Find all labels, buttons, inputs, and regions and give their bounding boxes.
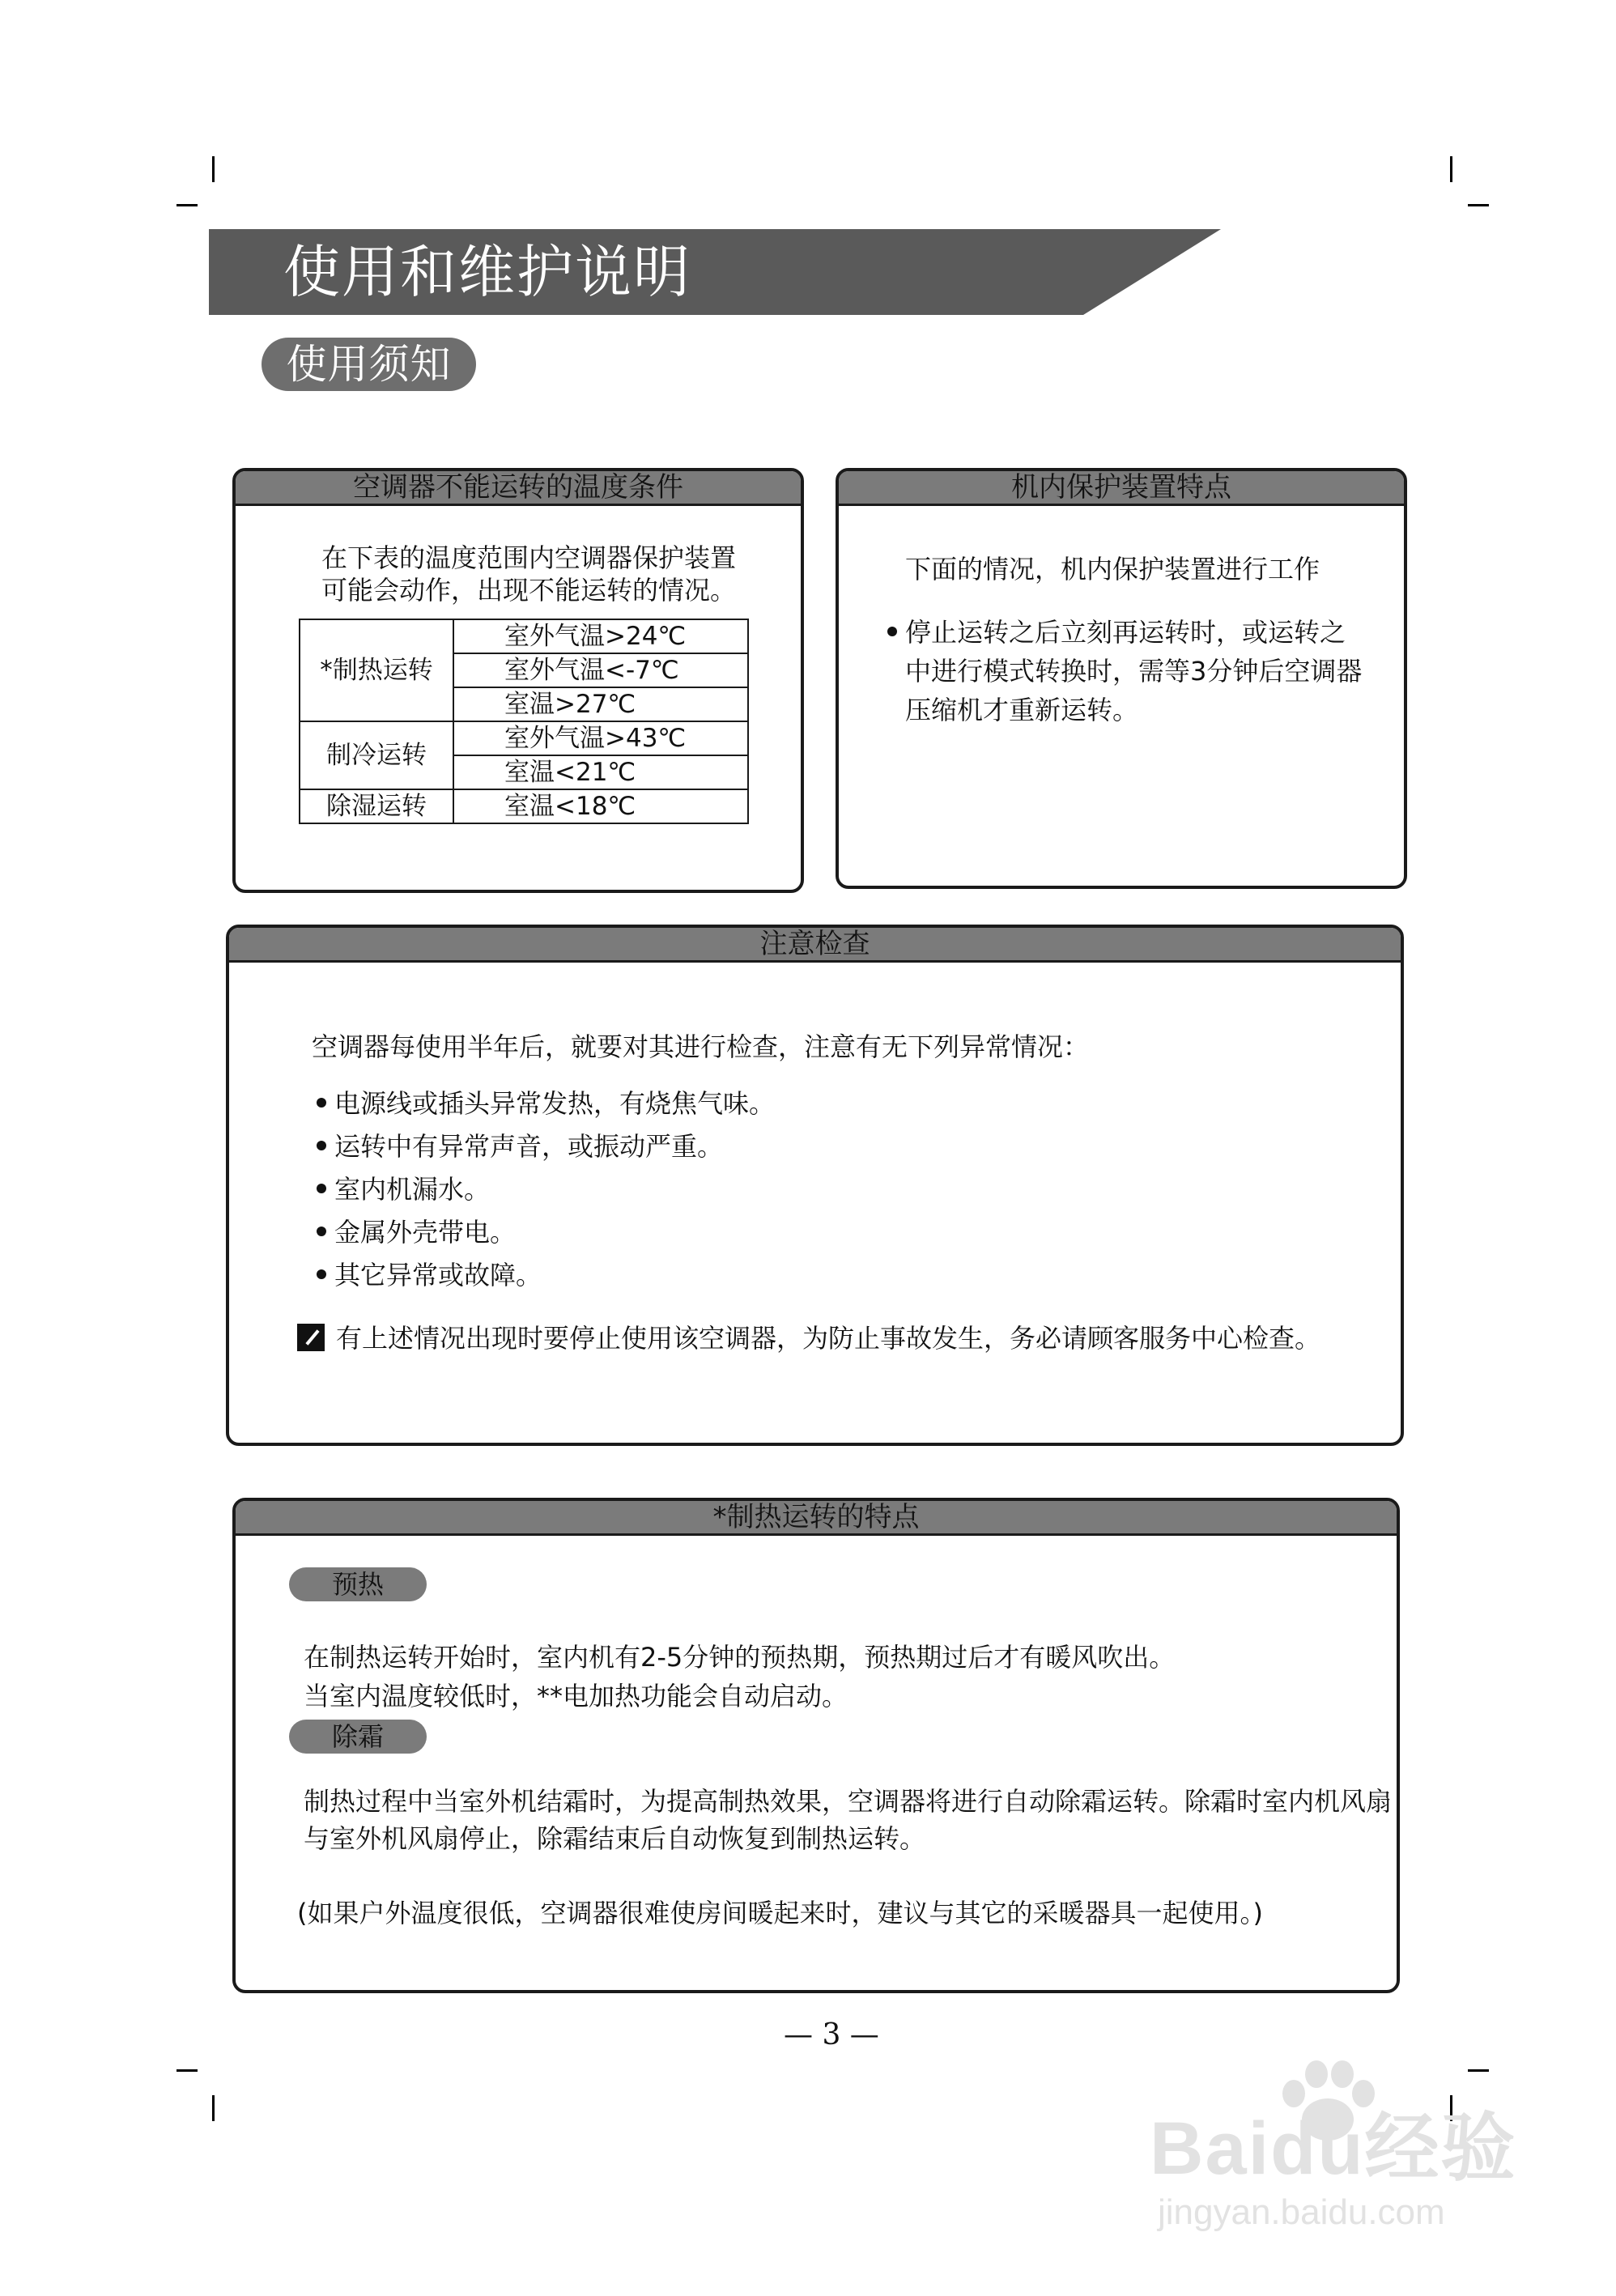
bullet-icon [887, 627, 897, 636]
crop-mark [176, 204, 198, 206]
condition-cell: 室外气温>43℃ [453, 721, 748, 755]
list-item: 金属外壳带电。 [317, 1214, 516, 1251]
mode-cell: 制冷运转 [300, 721, 453, 789]
temperature-conditions-box [232, 468, 804, 893]
defrost-text: 与室外机风扇停止，除霜结束后自动恢复到制热运转。 [304, 1823, 926, 1854]
mode-cell: 除湿运转 [300, 789, 453, 823]
list-item: 停止运转之后立刻再运转时，或运转之 [887, 614, 1346, 651]
watermark-brand: Baidu经验 [1150, 2107, 1517, 2190]
footnote-text: (如果户外温度很低，空调器很难使房间暖起来时，建议与其它的采暖器具一起使用。) [297, 1898, 1263, 1928]
intro-text: 下面的情况，机内保护装置进行工作 [905, 554, 1320, 585]
crop-mark [176, 2069, 198, 2072]
table-row [300, 721, 748, 755]
protection-device-box [836, 468, 1407, 889]
temperature-table [299, 619, 749, 824]
pen-note-icon [297, 1324, 325, 1351]
table-row [300, 789, 748, 823]
condition-cell: 室外气温>24℃ [453, 619, 748, 653]
crop-mark [1450, 156, 1452, 182]
preheat-text: 当室内温度较低时，**电加热功能会自动启动。 [304, 1681, 848, 1711]
preheat-label: 预热 [289, 1567, 427, 1601]
list-item: 电源线或插头异常发热，有烧焦气味。 [317, 1085, 775, 1122]
inspection-box [226, 925, 1404, 1446]
bullet-icon [317, 1269, 326, 1279]
section-banner [209, 229, 1221, 315]
defrost-label: 除霜 [289, 1720, 427, 1754]
crop-mark [212, 2095, 215, 2121]
list-item: 室内机漏水。 [317, 1171, 490, 1208]
list-item: 运转中有异常声音，或振动严重。 [317, 1128, 723, 1165]
box-title: 机内保护装置特点 [839, 471, 1404, 506]
crop-mark [212, 156, 215, 182]
list-item: 其它异常或故障。 [317, 1256, 542, 1294]
box-title: 空调器不能运转的温度条件 [236, 471, 801, 506]
intro-text: 在下表的温度范围内空调器保护装置 [321, 542, 737, 573]
heating-features-box [232, 1498, 1400, 1993]
crop-mark [1468, 204, 1489, 206]
section-subtitle: 使用须知 [262, 338, 476, 391]
list-item-continued: 中进行模式转换时，需等3分钟后空调器 [905, 656, 1363, 687]
box-title: *制热运转的特点 [236, 1501, 1397, 1536]
preheat-text: 在制热运转开始时，室内机有2-5分钟的预热期，预热期过后才有暖风吹出。 [304, 1642, 1176, 1673]
box-title: 注意检查 [229, 928, 1401, 963]
condition-cell: 室温>27℃ [453, 687, 748, 721]
bullet-icon [317, 1227, 326, 1236]
intro-text: 空调器每使用半年后，就要对其进行检查，注意有无下列异常情况： [312, 1031, 1090, 1062]
bullet-icon [317, 1098, 326, 1108]
condition-cell: 室外气温<-7℃ [453, 653, 748, 687]
condition-cell: 室温<21℃ [453, 755, 748, 789]
defrost-text: 制热过程中当室外机结霜时，为提高制热效果，空调器将进行自动除霜运转。除霜时室内机风扇 [304, 1786, 1393, 1817]
intro-text: 可能会动作，出现不能运转的情况。 [321, 575, 737, 606]
warning-note: 有上述情况出现时要停止使用该空调器，为防止事故发生，务必请顾客服务中心检查。 [297, 1320, 1320, 1357]
bullet-icon [317, 1184, 326, 1193]
page-title: 使用和维护说明 [283, 239, 691, 305]
table-row [300, 619, 748, 653]
condition-cell: 室温<18℃ [453, 789, 748, 823]
page-number: — 3 — [784, 2018, 879, 2052]
watermark-site: jingyan.baidu.com [1158, 2192, 1445, 2232]
watermark [1150, 2056, 1538, 2251]
bullet-icon [317, 1141, 326, 1150]
mode-cell: *制热运转 [300, 619, 453, 721]
list-item-continued: 压缩机才重新运转。 [905, 695, 1139, 725]
